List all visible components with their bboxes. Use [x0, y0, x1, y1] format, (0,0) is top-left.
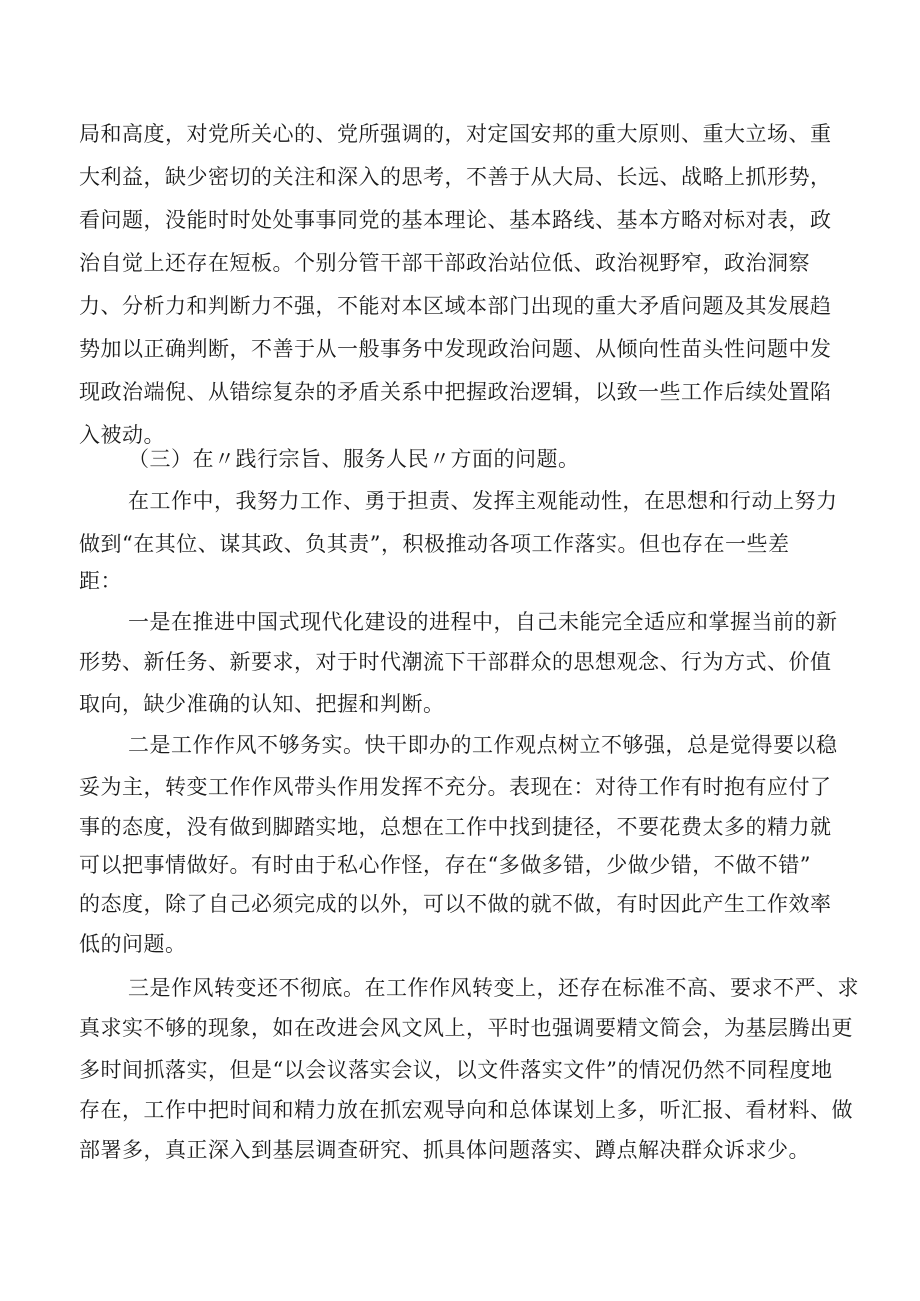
- text-line: 二是工作作风不够务实。快干即办的工作观点树立不够强，总是觉得要以稳: [128, 733, 838, 757]
- text-line: 形势、新任务、新要求，对于时代潮流下干部群众的思想观念、行为方式、价值: [79, 650, 832, 674]
- text-line: 存在，工作中把时间和精力放在抓宏观导向和总体谋划上多，听汇报、看材料、做: [79, 1098, 853, 1122]
- text-line: 三是作风转变还不彻底。在工作作风转变上，还存在标准不高、要求不严、求: [128, 976, 859, 1000]
- text-line: 部署多，真正深入到基层调查研究、抓具体问题落实、蹲点解决群众诉求少。: [79, 1138, 810, 1162]
- text-line: 妥为主，转变工作作风带头作用发挥不充分。表现在：对待工作有时抱有应付了: [79, 775, 832, 799]
- text-line: 可以把事情做好。有时由于私心作怪，存在“多做多错，少做少错，不做不错”: [79, 853, 811, 877]
- text-line: 多时间抓落实，但是“以会议落实会议，以文件落实文件”的情况仍然不同程度地: [79, 1058, 833, 1082]
- section-heading: （三）在〃践行宗旨、服务人民〃方面的问题。: [128, 447, 580, 471]
- text-line: 事的态度，没有做到脚踏实地，总想在工作中找到捷径，不要花费太多的精力就: [79, 815, 832, 839]
- text-line: 真求实不够的现象，如在改进会风文风上，平时也强调要精文简会，为基层腾出更: [79, 1016, 853, 1040]
- text-line: 入被动。: [79, 423, 165, 447]
- text-line: 治自觉上还存在短板。个别分管干部干部政治站位低、政治视野窄，政治洞察: [79, 251, 810, 275]
- text-line: 现政治端倪、从错综复杂的矛盾关系中把握政治逻辑，以致一些工作后续处置陷: [79, 380, 832, 404]
- text-line: 局和高度，对党所关心的、党所强调的，对定国安邦的重大原则、重大立场、重: [79, 122, 832, 146]
- text-line: 一是在推进中国式现代化建设的进程中，自己未能完全适应和掌握当前的新: [128, 610, 838, 634]
- text-line: 在工作中，我努力工作、勇于担责、发挥主观能动性，在思想和行动上努力: [128, 489, 838, 513]
- text-line: 做到“在其位、谋其政、负其责”，积极推动各项工作落实。但也存在一些差: [79, 532, 790, 556]
- text-line: 力、分析力和判断力不强，不能对本区域本部门出现的重大矛盾问题及其发展趋: [79, 294, 832, 318]
- text-line: 取向，缺少准确的认知、把握和判断。: [79, 692, 445, 716]
- text-line: 低的问题。: [79, 932, 187, 956]
- text-line: 看问题，没能时时处处事事同党的基本理论、基本路线、基本方略对标对表，政: [79, 208, 832, 232]
- text-line: 距：: [79, 569, 122, 593]
- text-line: 大利益，缺少密切的关注和深入的思考，不善于从大局、长远、战略上抓形势，: [79, 165, 832, 189]
- text-line: 势加以正确判断，不善于从一般事务中发现政治问题、从倾向性苗头性问题中发: [79, 337, 832, 361]
- text-line: 的态度，除了自己必须完成的以外，可以不做的就不做，有时因此产生工作效率: [79, 892, 832, 916]
